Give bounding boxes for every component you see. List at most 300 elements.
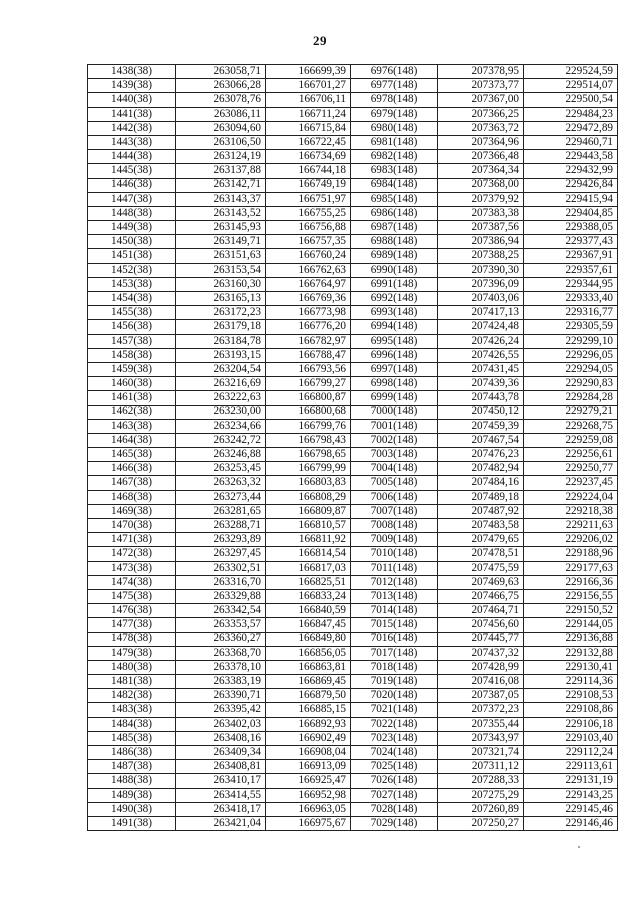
table-row — [88, 263, 618, 277]
cell-x-right: 207366,48 — [438, 150, 524, 164]
cell-y-right: 229296,05 — [524, 348, 618, 362]
cell-x-left: 263378,10 — [176, 660, 266, 674]
cell-point-id-right: 7026(148) — [351, 774, 438, 788]
cell-x-right: 207456,60 — [438, 618, 524, 632]
cell-y-left: 166863,81 — [266, 660, 351, 674]
table-row — [88, 277, 618, 291]
table-row — [88, 121, 618, 135]
table-row — [88, 433, 618, 447]
table-row — [88, 519, 618, 533]
cell-x-left: 263342,54 — [176, 604, 266, 618]
cell-y-right: 229426,84 — [524, 178, 618, 192]
cell-x-right: 207372,23 — [438, 703, 524, 717]
cell-point-id-left: 1456(38) — [88, 320, 176, 334]
table-row — [88, 604, 618, 618]
cell-y-left: 166814,54 — [266, 547, 351, 561]
cell-x-right: 207439,36 — [438, 377, 524, 391]
cell-point-id-right: 7017(148) — [351, 646, 438, 660]
cell-y-left: 166749,19 — [266, 178, 351, 192]
cell-x-left: 263184,78 — [176, 334, 266, 348]
cell-y-right: 229145,46 — [524, 802, 618, 816]
cell-x-right: 207459,39 — [438, 419, 524, 433]
cell-y-left: 166800,68 — [266, 405, 351, 419]
cell-x-left: 263106,50 — [176, 135, 266, 149]
table-row — [88, 660, 618, 674]
cell-y-right: 229344,95 — [524, 277, 618, 291]
cell-x-left: 263242,72 — [176, 433, 266, 447]
cell-x-right: 207428,99 — [438, 660, 524, 674]
coordinates-table-body — [88, 65, 618, 831]
cell-x-left: 263193,15 — [176, 348, 266, 362]
cell-x-left: 263066,28 — [176, 79, 266, 93]
table-row — [88, 320, 618, 334]
cell-x-right: 207368,00 — [438, 178, 524, 192]
table-row — [88, 703, 618, 717]
table-row — [88, 675, 618, 689]
cell-y-left: 166701,27 — [266, 79, 351, 93]
cell-y-left: 166773,98 — [266, 306, 351, 320]
cell-x-left: 263179,18 — [176, 320, 266, 334]
cell-x-left: 263165,13 — [176, 292, 266, 306]
table-row — [88, 717, 618, 731]
cell-y-right: 229114,36 — [524, 675, 618, 689]
cell-y-left: 166722,45 — [266, 135, 351, 149]
table-row — [88, 575, 618, 589]
table-row — [88, 746, 618, 760]
cell-x-left: 263143,52 — [176, 206, 266, 220]
cell-point-id-right: 6978(148) — [351, 93, 438, 107]
cell-x-right: 207403,06 — [438, 292, 524, 306]
cell-y-right: 229472,89 — [524, 121, 618, 135]
cell-y-right: 229130,41 — [524, 660, 618, 674]
cell-point-id-right: 7016(148) — [351, 632, 438, 646]
cell-x-left: 263234,66 — [176, 419, 266, 433]
cell-y-right: 229250,77 — [524, 462, 618, 476]
cell-y-left: 166902,49 — [266, 731, 351, 745]
table-row — [88, 504, 618, 518]
cell-y-left: 166715,84 — [266, 121, 351, 135]
table-row — [88, 774, 618, 788]
cell-y-left: 166885,15 — [266, 703, 351, 717]
cell-x-left: 263137,88 — [176, 164, 266, 178]
cell-x-left: 263408,81 — [176, 760, 266, 774]
cell-y-right: 229432,99 — [524, 164, 618, 178]
cell-y-right: 229112,24 — [524, 746, 618, 760]
table-row — [88, 79, 618, 93]
cell-x-right: 207487,92 — [438, 504, 524, 518]
cell-y-left: 166699,39 — [266, 65, 351, 79]
cell-x-left: 263078,76 — [176, 93, 266, 107]
cell-y-right: 229377,43 — [524, 235, 618, 249]
table-row — [88, 249, 618, 263]
cell-point-id-left: 1459(38) — [88, 362, 176, 376]
cell-x-right: 207383,38 — [438, 206, 524, 220]
table-row — [88, 235, 618, 249]
cell-x-left: 263151,63 — [176, 249, 266, 263]
cell-point-id-right: 7021(148) — [351, 703, 438, 717]
cell-point-id-right: 7028(148) — [351, 802, 438, 816]
cell-y-right: 229367,91 — [524, 249, 618, 263]
cell-point-id-right: 7025(148) — [351, 760, 438, 774]
cell-x-right: 207483,58 — [438, 519, 524, 533]
cell-y-left: 166776,20 — [266, 320, 351, 334]
cell-point-id-left: 1474(38) — [88, 575, 176, 589]
cell-point-id-left: 1482(38) — [88, 689, 176, 703]
cell-point-id-left: 1441(38) — [88, 107, 176, 121]
cell-point-id-right: 7005(148) — [351, 476, 438, 490]
cell-x-right: 207445,77 — [438, 632, 524, 646]
cell-point-id-left: 1468(38) — [88, 490, 176, 504]
cell-x-right: 207464,71 — [438, 604, 524, 618]
cell-y-left: 166963,05 — [266, 802, 351, 816]
cell-y-right: 229108,53 — [524, 689, 618, 703]
cell-point-id-right: 7000(148) — [351, 405, 438, 419]
cell-point-id-left: 1467(38) — [88, 476, 176, 490]
coordinates-table — [87, 64, 618, 831]
cell-y-left: 166799,99 — [266, 462, 351, 476]
cell-point-id-left: 1457(38) — [88, 334, 176, 348]
cell-point-id-left: 1472(38) — [88, 547, 176, 561]
cell-x-right: 207343,97 — [438, 731, 524, 745]
cell-y-right: 229299,10 — [524, 334, 618, 348]
cell-y-right: 229146,46 — [524, 816, 618, 830]
cell-point-id-right: 7009(148) — [351, 533, 438, 547]
cell-y-right: 229211,63 — [524, 519, 618, 533]
cell-x-left: 263383,19 — [176, 675, 266, 689]
cell-x-right: 207467,54 — [438, 433, 524, 447]
cell-y-left: 166757,35 — [266, 235, 351, 249]
table-row — [88, 348, 618, 362]
cell-x-left: 263058,71 — [176, 65, 266, 79]
cell-point-id-left: 1448(38) — [88, 206, 176, 220]
cell-point-id-left: 1489(38) — [88, 788, 176, 802]
cell-point-id-left: 1460(38) — [88, 377, 176, 391]
cell-point-id-right: 7027(148) — [351, 788, 438, 802]
cell-x-right: 207466,75 — [438, 589, 524, 603]
cell-point-id-left: 1445(38) — [88, 164, 176, 178]
table-row — [88, 164, 618, 178]
table-row — [88, 405, 618, 419]
cell-y-left: 166751,97 — [266, 192, 351, 206]
cell-point-id-left: 1438(38) — [88, 65, 176, 79]
cell-point-id-right: 7015(148) — [351, 618, 438, 632]
cell-point-id-right: 6990(148) — [351, 263, 438, 277]
cell-x-left: 263360,27 — [176, 632, 266, 646]
cell-y-left: 166817,03 — [266, 561, 351, 575]
cell-y-right: 229113,61 — [524, 760, 618, 774]
cell-y-right: 229144,05 — [524, 618, 618, 632]
cell-x-left: 263160,30 — [176, 277, 266, 291]
cell-y-right: 229290,83 — [524, 377, 618, 391]
cell-x-left: 263153,54 — [176, 263, 266, 277]
cell-y-right: 229415,94 — [524, 192, 618, 206]
cell-point-id-left: 1447(38) — [88, 192, 176, 206]
cell-point-id-left: 1449(38) — [88, 221, 176, 235]
cell-x-right: 207363,72 — [438, 121, 524, 135]
cell-point-id-left: 1453(38) — [88, 277, 176, 291]
cell-point-id-right: 7002(148) — [351, 433, 438, 447]
table-row — [88, 788, 618, 802]
cell-x-left: 263149,71 — [176, 235, 266, 249]
cell-point-id-right: 6977(148) — [351, 79, 438, 93]
cell-point-id-right: 7023(148) — [351, 731, 438, 745]
cell-x-right: 207489,18 — [438, 490, 524, 504]
cell-x-left: 263124,19 — [176, 150, 266, 164]
cell-point-id-left: 1491(38) — [88, 816, 176, 830]
cell-y-left: 166925,47 — [266, 774, 351, 788]
cell-point-id-left: 1466(38) — [88, 462, 176, 476]
cell-x-right: 207373,77 — [438, 79, 524, 93]
cell-x-right: 207431,45 — [438, 362, 524, 376]
cell-point-id-left: 1480(38) — [88, 660, 176, 674]
cell-y-left: 166744,18 — [266, 164, 351, 178]
cell-x-right: 207288,33 — [438, 774, 524, 788]
cell-y-left: 166711,24 — [266, 107, 351, 121]
cell-point-id-right: 7013(148) — [351, 589, 438, 603]
cell-point-id-right: 7010(148) — [351, 547, 438, 561]
table-row — [88, 802, 618, 816]
cell-y-left: 166840,59 — [266, 604, 351, 618]
table-row — [88, 206, 618, 220]
table-row — [88, 362, 618, 376]
cell-point-id-right: 7011(148) — [351, 561, 438, 575]
cell-y-left: 166798,43 — [266, 433, 351, 447]
cell-y-left: 166892,93 — [266, 717, 351, 731]
cell-point-id-right: 7024(148) — [351, 746, 438, 760]
cell-y-right: 229143,25 — [524, 788, 618, 802]
table-row — [88, 221, 618, 235]
cell-point-id-left: 1451(38) — [88, 249, 176, 263]
table-row — [88, 65, 618, 79]
cell-x-right: 207424,48 — [438, 320, 524, 334]
cell-y-left: 166755,25 — [266, 206, 351, 220]
cell-point-id-right: 6996(148) — [351, 348, 438, 362]
cell-point-id-right: 7029(148) — [351, 816, 438, 830]
cell-x-left: 263409,34 — [176, 746, 266, 760]
cell-x-right: 207417,13 — [438, 306, 524, 320]
cell-point-id-right: 7012(148) — [351, 575, 438, 589]
cell-x-right: 207450,12 — [438, 405, 524, 419]
table-row — [88, 547, 618, 561]
table-row — [88, 150, 618, 164]
cell-y-right: 229166,36 — [524, 575, 618, 589]
cell-y-left: 166782,97 — [266, 334, 351, 348]
cell-y-right: 229333,40 — [524, 292, 618, 306]
table-row — [88, 93, 618, 107]
cell-point-id-left: 1465(38) — [88, 448, 176, 462]
cell-x-right: 207260,89 — [438, 802, 524, 816]
cell-point-id-right: 6981(148) — [351, 135, 438, 149]
cell-y-right: 229284,28 — [524, 391, 618, 405]
table-row — [88, 689, 618, 703]
cell-point-id-right: 7019(148) — [351, 675, 438, 689]
cell-y-left: 166833,24 — [266, 589, 351, 603]
cell-x-left: 263408,16 — [176, 731, 266, 745]
cell-y-left: 166808,29 — [266, 490, 351, 504]
cell-y-right: 229106,18 — [524, 717, 618, 731]
cell-x-right: 207482,94 — [438, 462, 524, 476]
cell-y-right: 229150,52 — [524, 604, 618, 618]
cell-x-right: 207443,78 — [438, 391, 524, 405]
cell-x-right: 207355,44 — [438, 717, 524, 731]
cell-point-id-right: 6982(148) — [351, 150, 438, 164]
cell-y-right: 229237,45 — [524, 476, 618, 490]
table-row — [88, 646, 618, 660]
cell-point-id-left: 1484(38) — [88, 717, 176, 731]
cell-x-right: 207275,29 — [438, 788, 524, 802]
cell-point-id-left: 1463(38) — [88, 419, 176, 433]
cell-point-id-left: 1469(38) — [88, 504, 176, 518]
cell-point-id-right: 6985(148) — [351, 192, 438, 206]
cell-y-right: 229103,40 — [524, 731, 618, 745]
cell-y-left: 166706,11 — [266, 93, 351, 107]
cell-y-right: 229218,38 — [524, 504, 618, 518]
cell-x-right: 207388,25 — [438, 249, 524, 263]
table-row — [88, 419, 618, 433]
cell-point-id-left: 1461(38) — [88, 391, 176, 405]
table-row — [88, 135, 618, 149]
cell-x-right: 207478,51 — [438, 547, 524, 561]
cell-point-id-right: 6984(148) — [351, 178, 438, 192]
cell-y-left: 166849,80 — [266, 632, 351, 646]
cell-point-id-right: 6995(148) — [351, 334, 438, 348]
cell-x-left: 263421,04 — [176, 816, 266, 830]
cell-y-right: 229224,04 — [524, 490, 618, 504]
cell-point-id-left: 1479(38) — [88, 646, 176, 660]
cell-y-right: 229460,71 — [524, 135, 618, 149]
cell-point-id-left: 1455(38) — [88, 306, 176, 320]
cell-y-left: 166879,50 — [266, 689, 351, 703]
cell-point-id-left: 1450(38) — [88, 235, 176, 249]
cell-x-left: 263410,17 — [176, 774, 266, 788]
cell-x-right: 207475,59 — [438, 561, 524, 575]
cell-y-left: 166788,47 — [266, 348, 351, 362]
cell-y-right: 229108,86 — [524, 703, 618, 717]
table-row — [88, 306, 618, 320]
cell-x-right: 207364,34 — [438, 164, 524, 178]
cell-x-right: 207387,05 — [438, 689, 524, 703]
cell-x-left: 263094,60 — [176, 121, 266, 135]
table-row — [88, 561, 618, 575]
cell-y-left: 166734,69 — [266, 150, 351, 164]
table-row — [88, 391, 618, 405]
cell-point-id-right: 6987(148) — [351, 221, 438, 235]
cell-point-id-right: 7008(148) — [351, 519, 438, 533]
cell-y-left: 166756,88 — [266, 221, 351, 235]
cell-y-left: 166769,36 — [266, 292, 351, 306]
cell-y-right: 229500,54 — [524, 93, 618, 107]
cell-point-id-left: 1446(38) — [88, 178, 176, 192]
cell-point-id-left: 1444(38) — [88, 150, 176, 164]
cell-x-left: 263172,23 — [176, 306, 266, 320]
cell-point-id-right: 6980(148) — [351, 121, 438, 135]
table-row — [88, 292, 618, 306]
cell-point-id-left: 1488(38) — [88, 774, 176, 788]
cell-y-right: 229316,77 — [524, 306, 618, 320]
cell-x-right: 207250,27 — [438, 816, 524, 830]
cell-point-id-left: 1486(38) — [88, 746, 176, 760]
cell-x-left: 263395,42 — [176, 703, 266, 717]
cell-point-id-left: 1473(38) — [88, 561, 176, 575]
cell-x-right: 207437,32 — [438, 646, 524, 660]
table-row — [88, 760, 618, 774]
cell-y-right: 229136,88 — [524, 632, 618, 646]
cell-point-id-left: 1462(38) — [88, 405, 176, 419]
table-row — [88, 589, 618, 603]
cell-point-id-left: 1475(38) — [88, 589, 176, 603]
cell-x-right: 207476,23 — [438, 448, 524, 462]
table-row — [88, 618, 618, 632]
cell-point-id-right: 6993(148) — [351, 306, 438, 320]
cell-y-right: 229404,85 — [524, 206, 618, 220]
cell-x-left: 263353,57 — [176, 618, 266, 632]
table-row — [88, 490, 618, 504]
cell-y-left: 166800,87 — [266, 391, 351, 405]
cell-x-right: 207390,30 — [438, 263, 524, 277]
cell-x-left: 263288,71 — [176, 519, 266, 533]
cell-x-left: 263230,00 — [176, 405, 266, 419]
table-row — [88, 476, 618, 490]
cell-point-id-right: 6991(148) — [351, 277, 438, 291]
cell-y-left: 166975,67 — [266, 816, 351, 830]
cell-y-left: 166799,27 — [266, 377, 351, 391]
cell-point-id-right: 7003(148) — [351, 448, 438, 462]
cell-x-right: 207469,63 — [438, 575, 524, 589]
cell-point-id-left: 1476(38) — [88, 604, 176, 618]
cell-point-id-left: 1464(38) — [88, 433, 176, 447]
table-row — [88, 377, 618, 391]
table-row — [88, 632, 618, 646]
cell-point-id-left: 1458(38) — [88, 348, 176, 362]
cell-point-id-left: 1442(38) — [88, 121, 176, 135]
table-row — [88, 462, 618, 476]
table-row — [88, 192, 618, 206]
cell-x-right: 207426,55 — [438, 348, 524, 362]
cell-y-left: 166799,76 — [266, 419, 351, 433]
cell-x-right: 207479,65 — [438, 533, 524, 547]
cell-point-id-right: 7022(148) — [351, 717, 438, 731]
cell-x-left: 263143,37 — [176, 192, 266, 206]
cell-point-id-right: 6994(148) — [351, 320, 438, 334]
cell-x-right: 207379,92 — [438, 192, 524, 206]
cell-point-id-left: 1478(38) — [88, 632, 176, 646]
cell-y-right: 229256,61 — [524, 448, 618, 462]
cell-y-right: 229132,88 — [524, 646, 618, 660]
table-row — [88, 334, 618, 348]
cell-x-left: 263145,93 — [176, 221, 266, 235]
cell-x-right: 207426,24 — [438, 334, 524, 348]
cell-x-right: 207366,25 — [438, 107, 524, 121]
cell-point-id-right: 6986(148) — [351, 206, 438, 220]
cell-y-right: 229279,21 — [524, 405, 618, 419]
cell-x-left: 263222,63 — [176, 391, 266, 405]
cell-x-right: 207386,94 — [438, 235, 524, 249]
cell-point-id-left: 1452(38) — [88, 263, 176, 277]
cell-x-left: 263204,54 — [176, 362, 266, 376]
cell-point-id-right: 6983(148) — [351, 164, 438, 178]
cell-x-left: 263216,69 — [176, 377, 266, 391]
cell-y-left: 166825,51 — [266, 575, 351, 589]
cell-point-id-left: 1483(38) — [88, 703, 176, 717]
table-row — [88, 178, 618, 192]
cell-point-id-right: 6998(148) — [351, 377, 438, 391]
cell-x-left: 263246,88 — [176, 448, 266, 462]
cell-point-id-right: 6976(148) — [351, 65, 438, 79]
cell-point-id-right: 6988(148) — [351, 235, 438, 249]
cell-x-right: 207311,12 — [438, 760, 524, 774]
table-row — [88, 533, 618, 547]
cell-x-left: 263390,71 — [176, 689, 266, 703]
